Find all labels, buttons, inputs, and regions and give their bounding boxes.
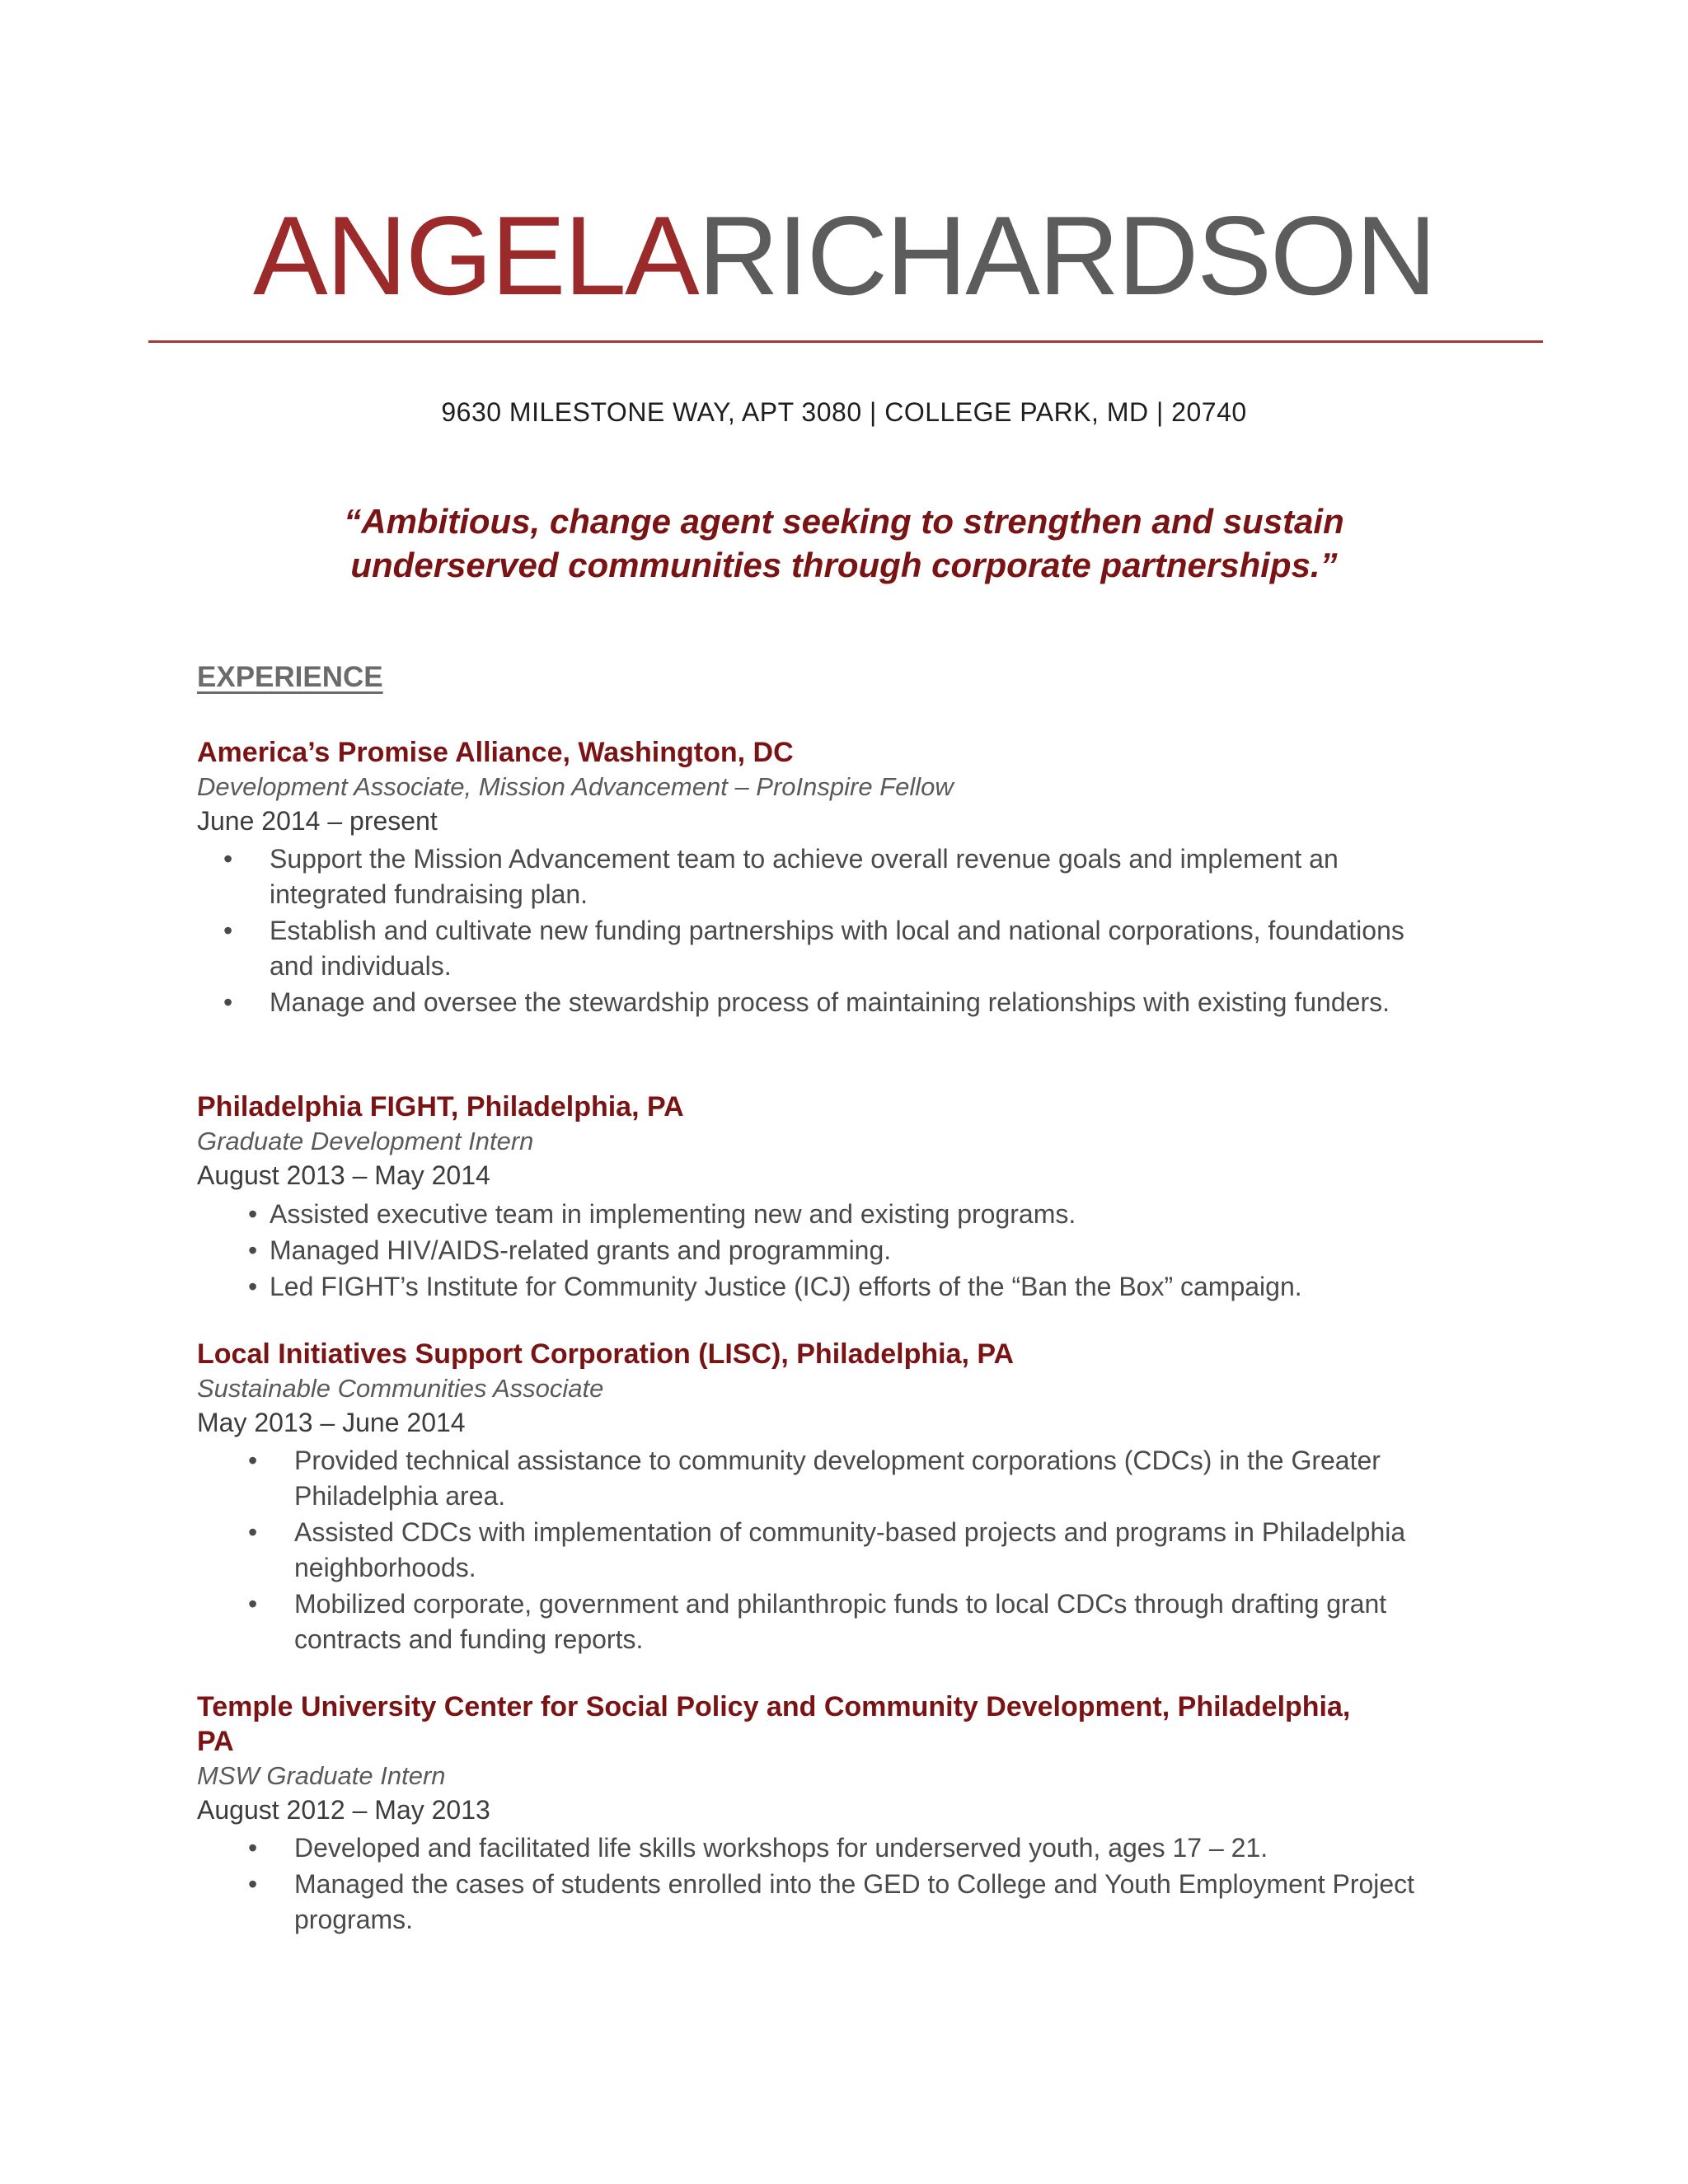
bullet-marker: • bbox=[248, 1199, 258, 1229]
bullet-marker: • bbox=[223, 844, 233, 874]
job-bullets bbox=[197, 1443, 1433, 1657]
bullet-marker: • bbox=[223, 987, 233, 1017]
bullet-marker: • bbox=[248, 1272, 258, 1301]
job-dates: August 2012 – May 2013 bbox=[197, 1795, 490, 1825]
quote-line-1: “Ambitious, change agent seeking to strengthen and sustain bbox=[344, 502, 1344, 541]
bullet-marker: • bbox=[248, 1517, 258, 1547]
job-dates: May 2013 – June 2014 bbox=[197, 1408, 466, 1437]
job-bullet bbox=[197, 1830, 1481, 1866]
job-organization: Temple University Center for Social Policy and Community Development, Philadelphia, PA bbox=[197, 1691, 1351, 1757]
job-bullet bbox=[197, 913, 1440, 984]
bullet-marker: • bbox=[248, 1833, 258, 1863]
job-bullet bbox=[197, 1867, 1481, 1938]
job-entry bbox=[197, 1090, 1433, 1305]
job-bullets bbox=[197, 1830, 1433, 1938]
bullet-text: Support the Mission Advancement team to achieve overall revenue goals and implement an integrated fundraising plan. bbox=[270, 844, 1339, 909]
job-role: MSW Graduate Intern bbox=[197, 1761, 446, 1790]
job-entry bbox=[197, 1337, 1433, 1658]
bullet-text: Managed the cases of students enrolled into the GED to College and Youth Employment Project programs. bbox=[294, 1869, 1415, 1934]
job-bullet bbox=[197, 1232, 1433, 1268]
bullet-text: Led FIGHT’s Institute for Community Justice (ICJ) efforts of the “Ban the Box” campaign. bbox=[270, 1272, 1302, 1301]
job-bullet bbox=[197, 1586, 1489, 1657]
bullet-text: Manage and oversee the stewardship process of maintaining relationships with existing funders. bbox=[270, 987, 1390, 1017]
job-organization: America’s Promise Alliance, Washington, DC bbox=[197, 737, 794, 768]
job-dates: June 2014 – present bbox=[197, 806, 438, 836]
job-bullet bbox=[197, 1443, 1440, 1514]
first-name: ANGELA bbox=[252, 193, 698, 318]
header-divider bbox=[148, 340, 1543, 343]
address-line: 9630 MILESTONE WAY, APT 3080 | COLLEGE PARK, MD | 20740 bbox=[441, 397, 1247, 427]
applicant-name bbox=[0, 190, 1688, 321]
objective-quote bbox=[0, 499, 1688, 587]
bullet-text: Managed HIV/AIDS-related grants and programming. bbox=[270, 1235, 892, 1265]
bullet-text: Assisted executive team in implementing new and existing programs. bbox=[270, 1199, 1076, 1229]
job-dates: August 2013 – May 2014 bbox=[197, 1160, 490, 1190]
bullet-text: Developed and facilitated life skills workshops for underserved youth, ages 17 – 21. bbox=[294, 1833, 1268, 1863]
bullet-text: Assisted CDCs with implementation of community-based projects and programs in Philadelphia neighborhoods. bbox=[294, 1517, 1406, 1582]
job-role: Sustainable Communities Associate bbox=[197, 1374, 604, 1403]
last-name: RICHARDSON bbox=[697, 193, 1436, 318]
job-role: Development Associate, Mission Advancement – ProInspire Fellow bbox=[197, 772, 954, 801]
job-bullets bbox=[197, 841, 1433, 1020]
bullet-text: Mobilized corporate, government and philanthropic funds to local CDCs through drafting grant contracts and funding reports. bbox=[294, 1589, 1387, 1654]
job-organization: Philadelphia FIGHT, Philadelphia, PA bbox=[197, 1091, 684, 1122]
bullet-marker: • bbox=[223, 916, 233, 945]
job-bullet bbox=[197, 985, 1440, 1020]
job-organization: Local Initiatives Support Corporation (LISC), Philadelphia, PA bbox=[197, 1338, 1015, 1370]
job-entry bbox=[197, 735, 1433, 1021]
experience-heading: EXPERIENCE bbox=[197, 661, 383, 693]
bullet-text: Establish and cultivate new funding partnerships with local and national corporations, foundations and individuals. bbox=[270, 916, 1404, 981]
job-entry bbox=[197, 1690, 1433, 1938]
job-bullet bbox=[197, 841, 1440, 912]
job-bullet bbox=[197, 1515, 1440, 1586]
bullet-marker: • bbox=[248, 1589, 258, 1619]
bullet-marker: • bbox=[248, 1869, 258, 1899]
quote-line-2: underserved communities through corporate partnerships.” bbox=[350, 546, 1338, 584]
job-bullets bbox=[197, 1196, 1433, 1305]
bullet-marker: • bbox=[248, 1235, 258, 1265]
job-bullet bbox=[197, 1196, 1433, 1232]
bullet-text: Provided technical assistance to community development corporations (CDCs) in the Greater Philadelphia area. bbox=[294, 1446, 1381, 1511]
bullet-marker: • bbox=[248, 1446, 258, 1475]
job-bullet bbox=[197, 1268, 1433, 1305]
job-role: Graduate Development Intern bbox=[197, 1127, 534, 1155]
